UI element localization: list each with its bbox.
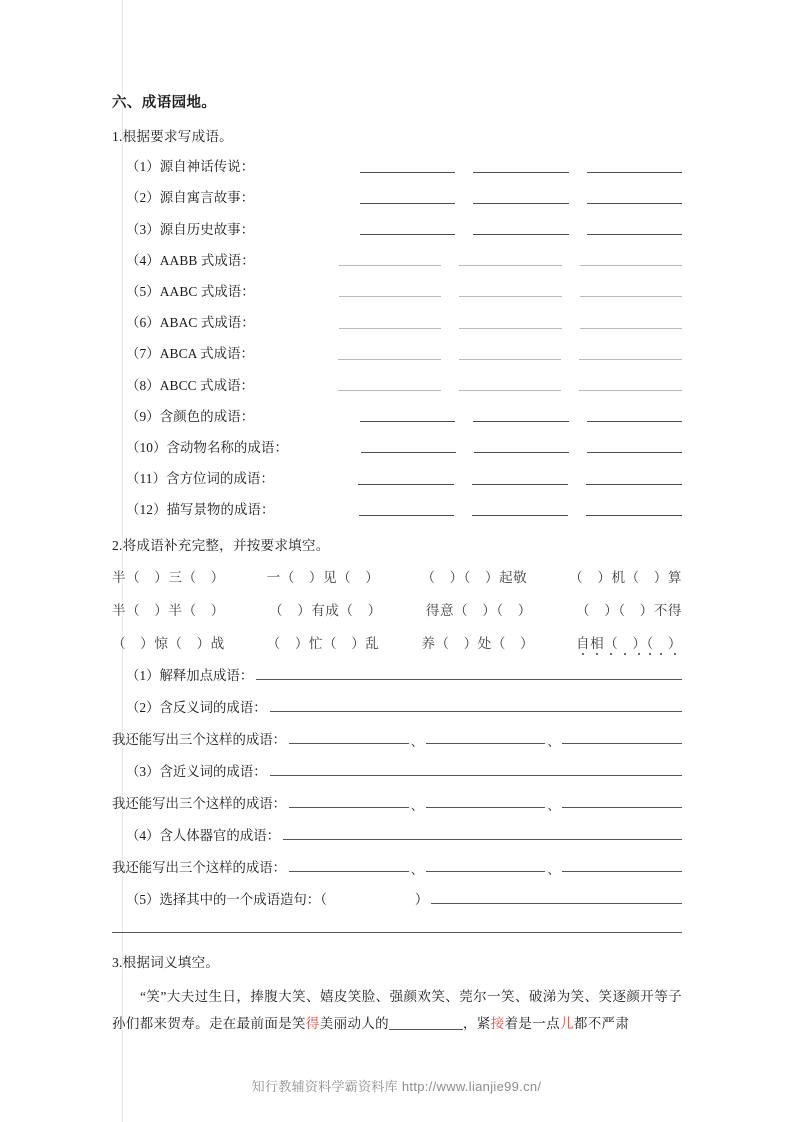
subquestion-row — [112, 793, 682, 814]
answer-blank[interactable] — [473, 233, 568, 235]
requirement-label: （3）源自历史故事： — [126, 221, 255, 237]
requirement-label: （1）源自神话传说： — [126, 159, 255, 175]
answer-blank[interactable] — [360, 202, 455, 204]
paragraph-lead: “笑”大夫过生日，捧腹大笑、嬉皮笑脸、强颜欢笑、莞尔一笑、破涕为笑、笑逐颜开等子孙们都来贺寿。走在最前面是笑 — [112, 989, 682, 1032]
answer-blank[interactable] — [339, 295, 441, 297]
requirement-row — [112, 189, 682, 206]
requirement-label: （12）描写景物的成语： — [126, 502, 275, 518]
subquestion-row — [112, 697, 682, 715]
idiom-gap — [538, 566, 558, 586]
answer-blank[interactable] — [586, 514, 682, 516]
blank-separator: 、 — [410, 734, 424, 750]
requirement-blanks — [262, 171, 682, 175]
answer-blank[interactable] — [338, 389, 441, 391]
highlight-char-er: 儿 — [559, 1016, 574, 1032]
requirement-row — [112, 220, 682, 237]
requirement-label: （8）ABCC 式成语： — [126, 377, 255, 393]
subquestion-label: （2）含反义词的成语： — [126, 699, 267, 715]
requirement-row — [112, 314, 682, 331]
requirement-row — [112, 438, 682, 455]
emphasis-char: 自 — [575, 636, 591, 652]
requirement-blanks — [263, 295, 682, 299]
subquestion-label: （4）含人体器官的成语： — [126, 827, 280, 843]
paragraph-tail: 都不严肃 — [573, 1016, 630, 1032]
blank-separator: 、 — [547, 734, 561, 750]
idiom-cell[interactable]: （ ）机（ ）算 — [569, 570, 682, 586]
triple-blank-group — [289, 859, 682, 878]
highlight-char-de: 得 — [305, 1016, 320, 1032]
subquestion-label: （3）含近义词的成语： — [126, 763, 267, 779]
blank-separator: 、 — [410, 862, 424, 878]
subquestion-row — [112, 665, 682, 683]
requirement-row — [112, 345, 682, 362]
idiom-row — [112, 632, 682, 652]
subquestion-label: 我还能写出三个这样的成语： — [112, 731, 287, 747]
paragraph-mid-1: 美丽动人的 — [319, 1016, 390, 1032]
answer-blank[interactable] — [473, 420, 568, 422]
answer-blank[interactable] — [360, 420, 455, 422]
emphasis-char — [654, 636, 668, 651]
requirement-label: （6）ABAC 式成语： — [126, 315, 255, 331]
question-1-title: 1.根据要求写成语。 — [112, 129, 233, 145]
requirement-blanks — [262, 420, 682, 424]
requirement-label: （5）AABC 式成语： — [126, 284, 255, 300]
label-gutter — [262, 421, 342, 422]
highlight-char-jie: 接 — [490, 1016, 505, 1032]
answer-blank[interactable] — [270, 710, 682, 712]
answer-blank[interactable] — [587, 233, 682, 235]
label-gutter — [262, 172, 342, 173]
page-content — [112, 95, 682, 1037]
answer-blank[interactable] — [360, 233, 455, 235]
answer-blank[interactable] — [459, 264, 561, 266]
emphasis-char — [618, 636, 632, 651]
label-gutter — [263, 296, 321, 297]
answer-blank[interactable] — [426, 806, 546, 808]
answer-blank[interactable] — [459, 327, 561, 329]
answer-blank[interactable] — [459, 295, 561, 297]
requirement-blanks — [262, 202, 682, 206]
idiom-cell[interactable]: 半（ ）半（ ） — [112, 603, 225, 619]
idiom-cell[interactable]: （ ）（ ）不得 — [576, 603, 682, 619]
blank-separator: 、 — [547, 798, 561, 814]
answer-blank[interactable] — [472, 483, 568, 485]
requirement-label: （4）AABB 式成语： — [126, 252, 255, 268]
subquestion-row — [112, 729, 682, 750]
label-gutter — [262, 234, 342, 235]
requirement-blanks — [296, 451, 682, 455]
label-gutter — [263, 265, 321, 266]
requirement-row — [112, 501, 682, 518]
paren-close: ） — [414, 891, 429, 907]
label-gutter — [282, 484, 340, 485]
section-heading: 六、成语园地。 — [112, 95, 217, 111]
answer-blank[interactable] — [270, 774, 682, 776]
idiom-grid — [112, 566, 682, 652]
subquestion-row — [112, 825, 682, 843]
subquestion-row — [112, 889, 682, 907]
answer-blank[interactable] — [580, 264, 682, 266]
triple-blank-group — [289, 795, 682, 814]
idiom-gap — [390, 566, 410, 586]
requirement-blanks — [263, 264, 682, 268]
requirement-row — [112, 158, 682, 175]
idiom-gap — [236, 632, 256, 652]
subquestion-row — [112, 857, 682, 878]
subquestion-label: 我还能写出三个这样的成语： — [112, 795, 287, 811]
idiom-cell[interactable]: 得意（ ）（ ） — [425, 603, 532, 619]
subquestion-row — [112, 761, 682, 779]
label-gutter — [262, 390, 320, 391]
answer-blank[interactable] — [358, 483, 454, 485]
answer-blank[interactable] — [283, 838, 682, 840]
idiom-gap — [390, 632, 410, 652]
question-2-block — [112, 538, 682, 933]
requirement-blanks — [262, 389, 682, 393]
footer-watermark: 知行教辅资料学霸资料库 http://www.lianjie99.cn/ — [251, 1079, 542, 1094]
idiom-gap — [544, 599, 564, 619]
answer-blank[interactable] — [472, 514, 568, 516]
blank-separator: 、 — [547, 862, 561, 878]
question-3-paragraph — [112, 983, 682, 1037]
requirement-label: （2）源自寓言故事： — [126, 190, 255, 206]
answer-blank[interactable] — [580, 327, 682, 329]
answer-blank[interactable] — [562, 806, 682, 808]
paragraph-mid-3: 着是一点 — [504, 1016, 560, 1032]
requirement-blanks — [282, 483, 682, 487]
requirement-label: （10）含动物名称的成语： — [126, 439, 288, 455]
idiom-cell[interactable]: 养（ ）处（ ） — [421, 636, 535, 652]
answer-blank[interactable] — [473, 171, 568, 173]
requirement-row — [112, 282, 682, 299]
subquestion-label: （1）解释加点成语： — [126, 667, 254, 683]
label-gutter — [296, 452, 343, 453]
triple-blank-group — [289, 731, 682, 750]
question-2-title: 2.将成语补充完整，并按要求填空。 — [112, 537, 330, 553]
blank-separator: 、 — [410, 798, 424, 814]
requirement-row — [112, 376, 682, 393]
answer-blank[interactable] — [587, 171, 682, 173]
subquestion-label: （5）选择其中的一个成语造句：（ — [126, 891, 327, 907]
label-gutter — [263, 328, 321, 329]
requirement-blanks — [263, 327, 682, 331]
question-3-title: 3.根据词义填空。 — [112, 955, 220, 971]
requirement-blanks — [283, 514, 683, 518]
answer-blank[interactable] — [586, 483, 682, 485]
answer-rule[interactable] — [112, 931, 682, 933]
emphasis-char: （ — [646, 636, 654, 652]
requirement-label: （7）ABCA 式成语： — [126, 346, 255, 362]
answer-blank[interactable] — [587, 451, 682, 453]
answer-blank[interactable] — [426, 742, 546, 744]
answer-blank[interactable] — [289, 806, 409, 808]
requirement-row — [112, 251, 682, 268]
answer-blank[interactable] — [431, 902, 682, 904]
answer-blank[interactable] — [339, 327, 441, 329]
idiom-gap — [236, 566, 256, 586]
idiom-cell[interactable]: 半（ ）三（ ） — [112, 570, 225, 586]
question-1-list — [112, 158, 682, 518]
label-gutter — [283, 515, 341, 516]
subquestion-label: 我还能写出三个这样的成语： — [112, 859, 287, 875]
idiom-cell[interactable]: （ ）惊（ ）战 — [112, 636, 225, 652]
requirement-blanks — [262, 233, 682, 237]
idiom-row — [112, 566, 682, 586]
question-2-subquestions — [112, 665, 682, 907]
answer-blank[interactable] — [579, 358, 682, 360]
requirement-row — [112, 470, 682, 487]
answer-blank[interactable] — [579, 389, 682, 391]
paragraph-mid-2: ，紧 — [463, 1016, 491, 1032]
idiom-row — [112, 599, 682, 619]
label-gutter — [262, 203, 342, 204]
label-gutter — [262, 359, 320, 360]
answer-blank[interactable] — [289, 870, 409, 872]
idiom-cell[interactable]: 一（ ）见（ ） — [266, 570, 380, 586]
answer-blank[interactable] — [338, 358, 441, 360]
answer-blank[interactable] — [473, 202, 568, 204]
answer-blank[interactable] — [580, 295, 682, 297]
answer-blank[interactable] — [361, 451, 456, 453]
answer-blank[interactable] — [426, 870, 546, 872]
emphasis-char: （ — [604, 636, 619, 652]
answer-blank[interactable] — [562, 870, 682, 872]
answer-blank[interactable] — [587, 202, 682, 204]
emphasis-char: ） — [632, 636, 647, 652]
requirement-row — [112, 407, 682, 424]
requirement-label: （9）含颜色的成语： — [126, 408, 255, 424]
emphasis-char: ） — [667, 636, 682, 652]
fill-blank-inline[interactable] — [389, 1029, 463, 1030]
question-3-block — [112, 955, 682, 1037]
requirement-blanks — [262, 358, 682, 362]
idiom-gap — [394, 599, 414, 619]
idiom-cell[interactable]: （ ）有成（ ） — [268, 603, 382, 619]
answer-blank[interactable] — [289, 742, 409, 744]
idiom-gap — [237, 599, 257, 619]
answer-blank[interactable] — [562, 742, 682, 744]
idiom-gap — [545, 632, 565, 652]
idiom-cell[interactable]: （ ）忙（ ）乱 — [266, 636, 380, 652]
answer-blank[interactable] — [459, 358, 562, 360]
answer-blank[interactable] — [360, 171, 455, 173]
answer-blank[interactable] — [359, 514, 455, 516]
requirement-label: （11）含方位词的成语： — [126, 471, 274, 487]
answer-blank[interactable] — [474, 451, 569, 453]
answer-blank[interactable] — [256, 678, 682, 680]
answer-blank[interactable] — [459, 389, 562, 391]
answer-blank[interactable] — [339, 264, 441, 266]
idiom-cell[interactable]: （ ）（ ）起敬 — [421, 570, 528, 586]
idiom-cell[interactable] — [576, 632, 682, 652]
answer-blank[interactable] — [587, 420, 682, 422]
emphasis-char: 相 — [590, 636, 605, 652]
